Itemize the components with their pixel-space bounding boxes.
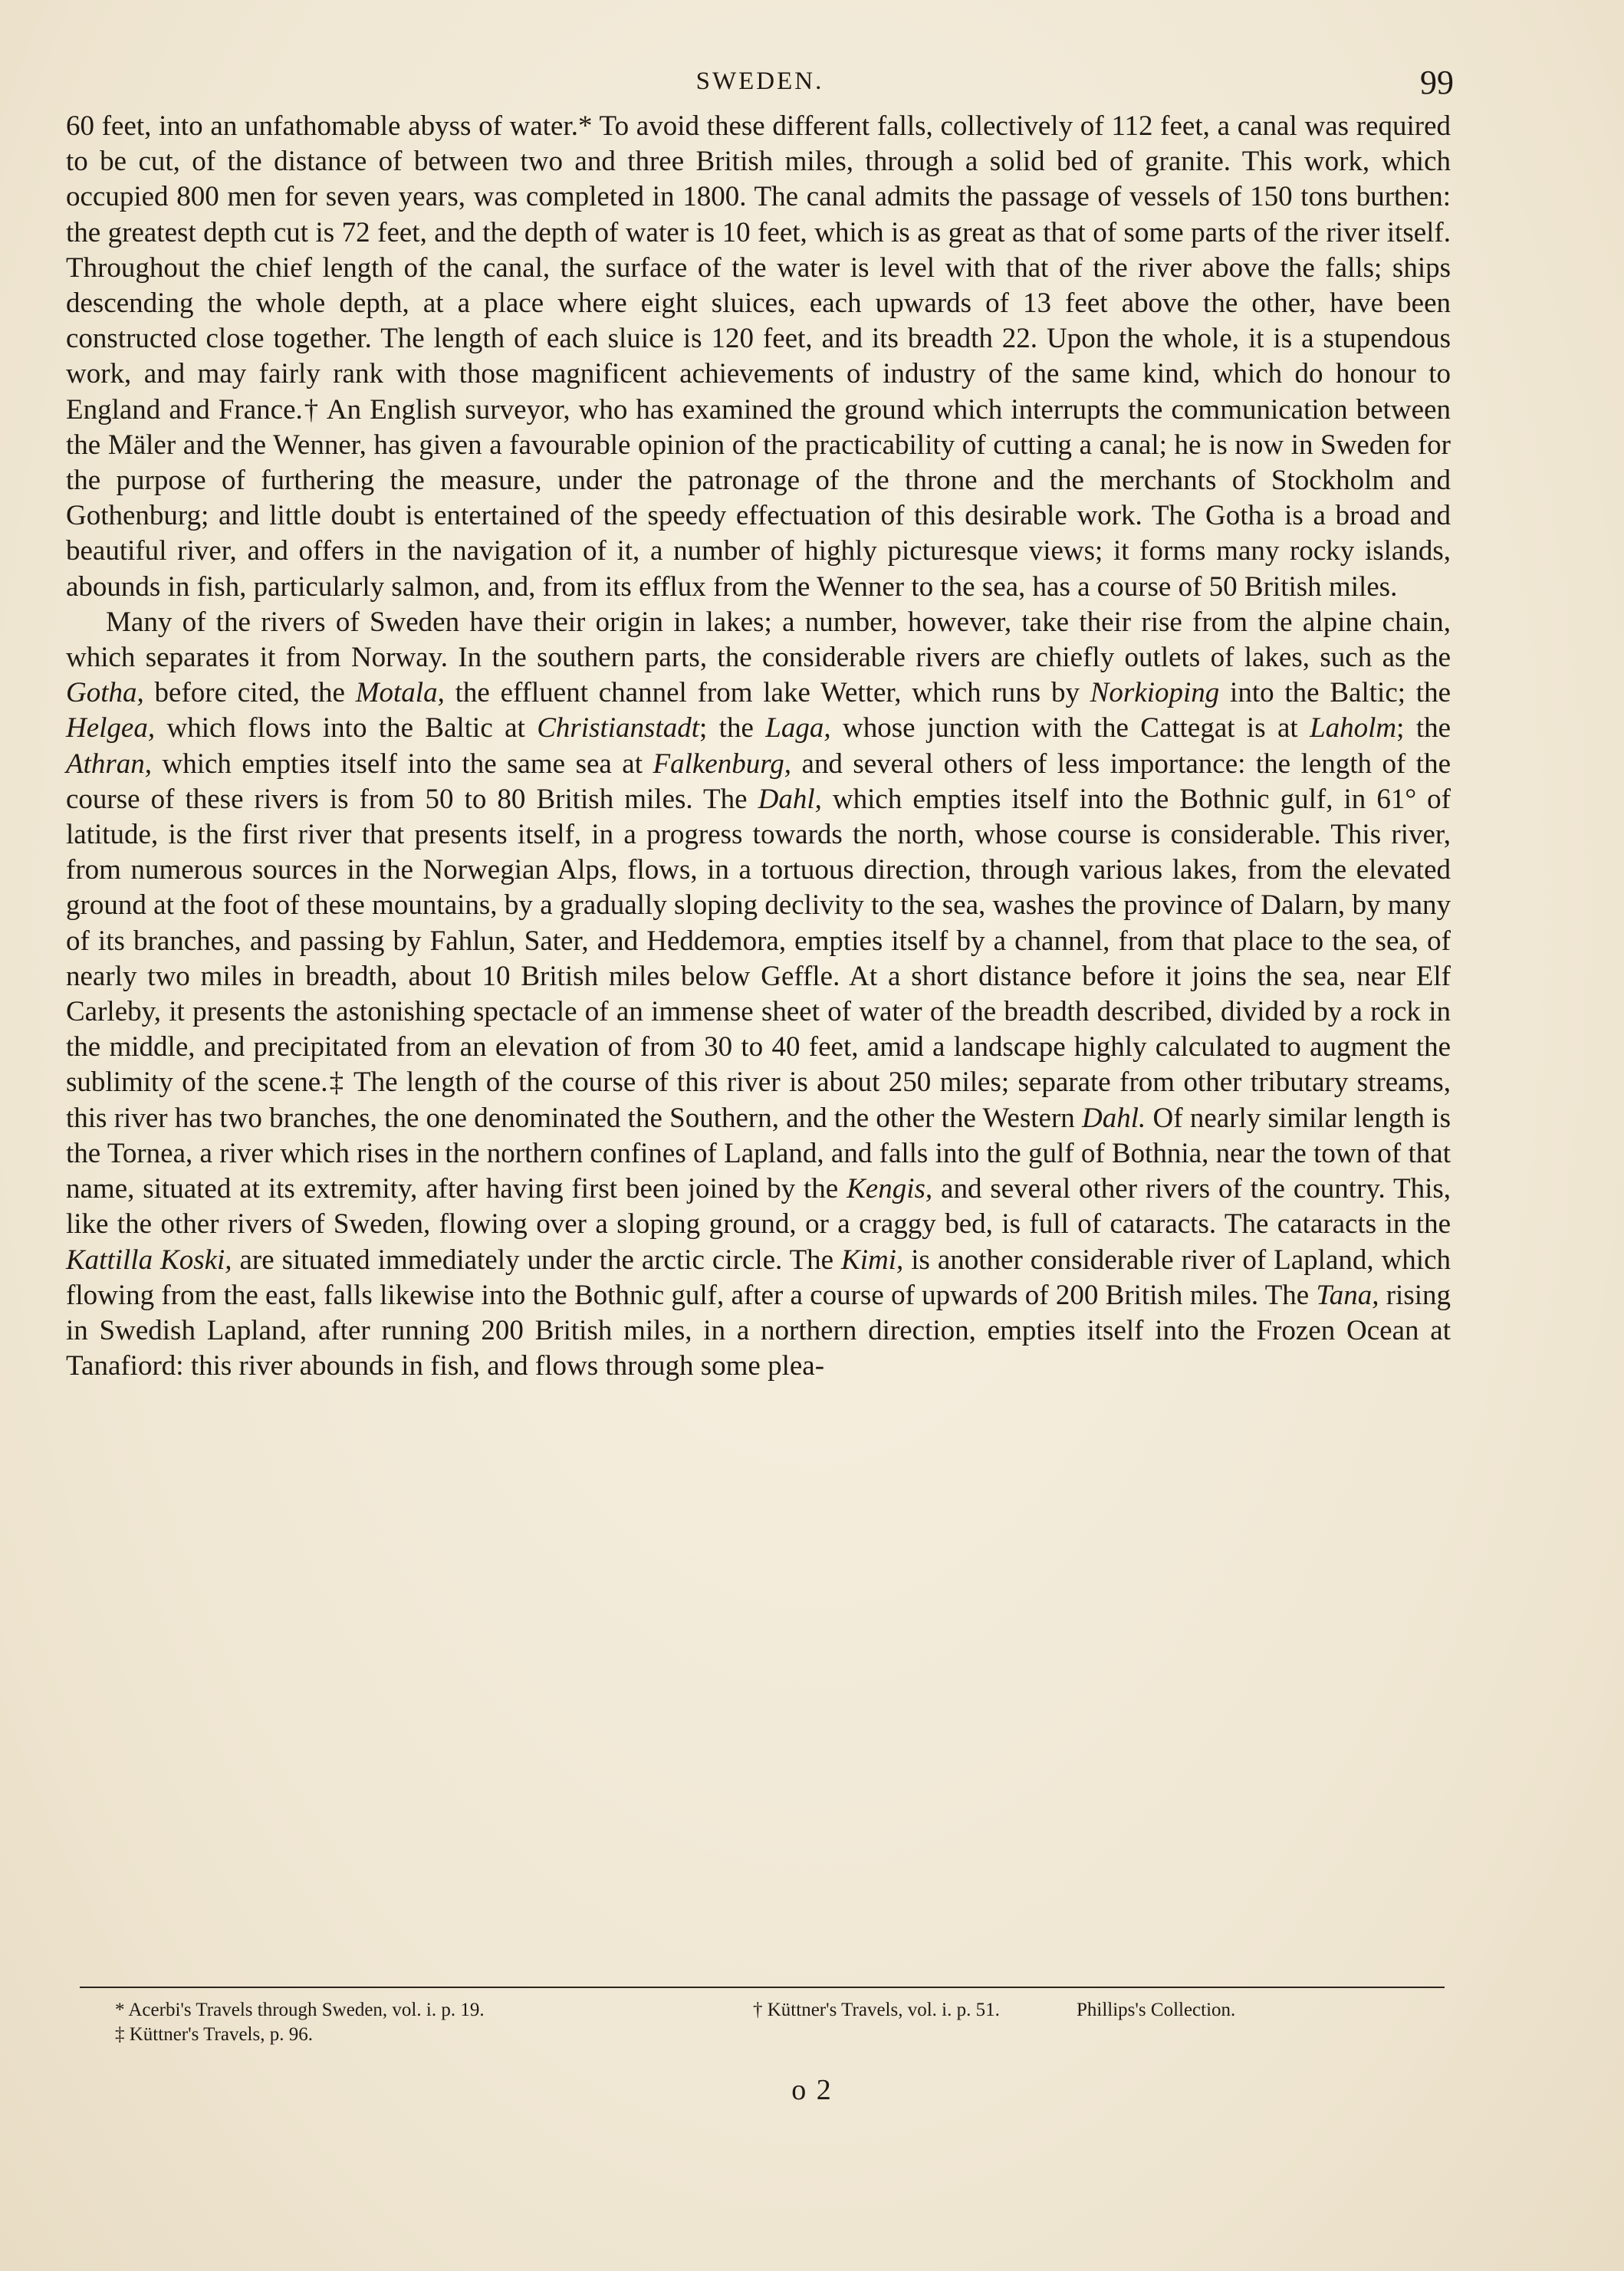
text-run: which empties itself into the Bothnic gulf, in 61° of latitude, is the first river that presents itself, in a progress towards the north, whose course is considerable. This river, from numerous sources in the Norwegian Alps, flows, in a tortuous direction, through various lakes, from the elevated ground at the foot of these mountains, by a gradually sloping declivity to the sea, washes the province of Dalarn, by many of its branches, and passing by Fahlun, Sater, and Heddemora, empties itself by a channel, from that place to the sea, of nearly two miles in breadth, about 10 British miles below Geffle. At a short distance before it joins the sea, near Elf Carleby, it presents the astonishing spectacle of an immense sheet of water of the breadth described, divided by a rock in the middle, and precipitated from an elevation of from 30 to 40 feet, amid a landscape highly calculated to augment the sublimity of the scene.‡ The length of the course of this river is about 250 miles; separate from other tributary streams, this river has two branches, the one denominated the Southern, and the other the Western xyxy=(66,783,1451,1134)
text-run: and several other rivers of the country. This, like the other rivers of Sweden, flowing over a sloping ground, or a craggy bed, is full of cataracts. The cataracts in the xyxy=(66,1173,1451,1241)
running-head: SWEDEN. xyxy=(695,67,824,95)
page-header xyxy=(66,63,1454,109)
text-run: are situated immediately under the arctic circle. The xyxy=(232,1244,842,1276)
footnote-kuttner-96: ‡ Küttner's Travels, p. 96. xyxy=(115,2024,313,2045)
paragraph-2 xyxy=(66,605,1451,1384)
italic-term: Kengis, xyxy=(847,1173,933,1205)
italic-term: Laholm xyxy=(1310,712,1397,744)
footnotes xyxy=(115,1998,1449,2047)
footnote-rule xyxy=(80,1987,1445,1988)
body-text xyxy=(66,109,1451,1384)
text-run: and several others of less importance: the length of the course of these rivers is from 50 to 80 British miles. The xyxy=(66,748,1451,815)
paragraph-1 xyxy=(66,109,1451,605)
italic-term: Christianstadt xyxy=(537,712,700,744)
italic-term: Falkenburg, xyxy=(653,748,791,780)
italic-term: Athran, xyxy=(66,748,153,780)
footnote-kuttner: † Küttner's Travels, vol. i. p. 51. xyxy=(753,2000,1000,2020)
text-run: Of nearly similar length is the Tornea, a river which rises in the northern confines of Lapland, and falls into the gulf of Bothnia, near the town of that name, situated at its extremity, after having first been joined by the xyxy=(66,1102,1451,1205)
text-run: which flows into the Baltic at xyxy=(155,712,537,744)
italic-term: Laga, xyxy=(765,712,831,744)
text-run: which empties itself into the same sea at xyxy=(152,748,653,780)
text-run: ; the xyxy=(699,712,766,744)
footnote-phillips: Phillips's Collection. xyxy=(1077,2000,1236,2020)
footnote-row xyxy=(115,2023,1449,2047)
text-run: the effluent channel from lake Wetter, which runs by xyxy=(444,677,1090,709)
text-run: Many of the rivers of Sweden have their origin in lakes; a number, however, take their rise from the alpine chain, which separates it from Norway. In the southern parts, the considerable rivers are chiefly outlets of lakes, such as the xyxy=(66,606,1451,674)
text-run: is another considerable river of Lapland, which flowing from the east, falls likewise into the Bothnic gulf, after a course of upwards of 200 British miles. The xyxy=(66,1244,1451,1311)
text-run: before cited, the xyxy=(143,677,356,709)
italic-term: Norkioping xyxy=(1090,677,1220,709)
italic-term: Dahl, xyxy=(758,783,822,815)
italic-term: Dahl. xyxy=(1082,1102,1146,1134)
italic-term: Kattilla Koski, xyxy=(66,1244,232,1276)
footnote-row xyxy=(115,1998,1449,2023)
signature-mark: o 2 xyxy=(791,2074,833,2106)
text-run: 60 feet, into an unfathomable abyss of water.* To avoid these different falls, collectively of 112 feet, a canal was required to be cut, of the distance of between two and three British miles, through a solid bed of granite. This work, which occupied 800 men for seven years, was completed in 1800. The canal admits the passage of vessels of 150 tons burthen: the greatest depth cut is 72 feet, and the depth of water is 10 feet, which is as great as that of some parts of the river itself. Throughout the chief length of the canal, the surface of the water is level with that of the river above the falls; ships descending the whole depth, at a place where eight sluices, each upwards of 13 feet above the other, have been constructed close together. The length of each sluice is 120 feet, and its breadth 22. Upon the whole, it is a stupendous work, and may fairly rank with those magnificent achievements of industry of the same kind, which do honour to England and France.† An English surveyor, who has examined the ground which interrupts the communication between the Mäler and the Wenner, has given a favourable opinion of the practicability of cutting a canal; he is now in Sweden for the purpose of furthering the measure, under the patronage of the throne and the merchants of Stockholm and Gothenburg; and little doubt is entertained of the speedy effectuation of this desirable work. The Gotha is a broad and beautiful river, and offers in the navigation of it, a number of highly picturesque views; it forms many rocky islands, abounds in fish, particularly salmon, and, from its efflux from the Wenner to the sea, has a course of 50 British miles. xyxy=(66,110,1451,603)
text-run: into the Baltic; the xyxy=(1219,677,1451,709)
text-run: rising in Swedish Lapland, after running 200 British miles, in a northern direction, empties itself into the Frozen Ocean at Tanafiord: this river abounds in fish, and flows through some plea- xyxy=(66,1279,1451,1382)
page-number: 99 xyxy=(1420,64,1454,101)
footnote-acerbi: * Acerbi's Travels through Sweden, vol. i. p. 19. xyxy=(115,2000,485,2020)
text-run: ; the xyxy=(1396,712,1451,744)
italic-term: Helgea, xyxy=(66,712,156,744)
italic-term: Kimi, xyxy=(841,1244,904,1276)
text-run: whose junction with the Cattegat is at xyxy=(830,712,1310,744)
italic-term: Tana, xyxy=(1316,1279,1379,1311)
italic-term: Gotha, xyxy=(66,677,144,709)
italic-term: Motala, xyxy=(355,677,445,709)
